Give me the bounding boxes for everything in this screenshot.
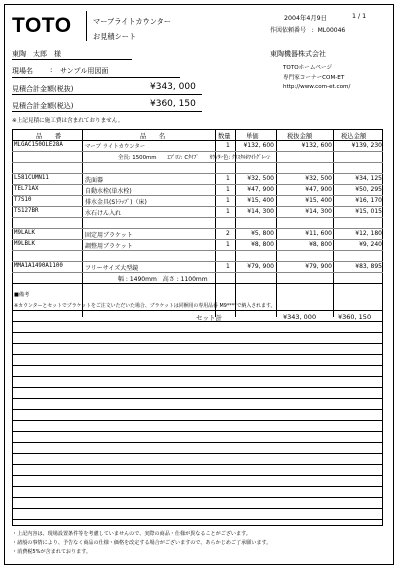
footer-notes	[12, 530, 271, 557]
row-rule	[12, 206, 383, 207]
item-spec: 全長: 1500mm ｴﾌﾟﾛﾝ: Cﾀｲﾌﾟ ｶｳﾝﾀｰ色: ｸﾘｽﾀﾙﾎﾜｲﾄｸﾞﾚｰﾝ	[118, 155, 270, 161]
blank-row-rule	[12, 376, 383, 377]
site-colon: :	[50, 66, 53, 74]
customer-underline	[12, 59, 132, 60]
item-unit-price: ¥47, 900	[247, 186, 274, 193]
item-name: 固定用ブラケット	[85, 232, 133, 239]
blank-row-rule	[12, 453, 383, 454]
item-qty: 1	[226, 263, 230, 270]
total-incl-tax-value: ¥360, 150	[150, 99, 196, 109]
set-total-label: セット計	[196, 314, 222, 322]
blank-row-rule	[12, 387, 383, 388]
item-amount-incl: ¥15, 015	[355, 208, 382, 215]
col-header-code: 品 番	[36, 133, 62, 140]
blank-row-rule	[12, 475, 383, 476]
row-rule	[12, 173, 383, 174]
blank-row-rule	[12, 464, 383, 465]
website-url[interactable]: http://www.com-et.com/	[283, 84, 351, 90]
item-qty: 1	[226, 186, 230, 193]
item-qty: 2	[226, 230, 230, 237]
blank-row-rule	[12, 519, 383, 520]
customer-name: 東陶 太郎 様	[12, 50, 61, 58]
item-spec: 幅 : 1490mm 高さ : 1100mm	[118, 276, 208, 283]
homepage-label: TOTOホームページ	[283, 65, 333, 71]
professional-corner: 専門家コーナーCOM-ET	[283, 74, 345, 81]
remarks-heading: ■備考	[14, 292, 30, 298]
footer-note: ・諸般の事情により、予告なく商品の仕様・価格を改定する場合がございますので、あらかじめご了承願います。	[12, 540, 272, 546]
blank-row-rule	[12, 486, 383, 487]
item-name: 調整用ブラケット	[85, 243, 133, 250]
item-qty: 1	[226, 241, 230, 248]
row-rule	[12, 228, 383, 229]
item-code: TS127BR	[14, 208, 39, 214]
remarks-text: ※カウンターとセットでブラケットをご注文いただいた場合、ブラケットは同梱用の専用品番 M9****で納入されます。	[14, 303, 276, 309]
item-name: フリーサイズ大型鏡	[85, 265, 139, 272]
item-amount-incl: ¥139, 230	[351, 142, 382, 149]
item-unit-price: ¥14, 300	[247, 208, 274, 215]
blank-row-rule	[12, 398, 383, 399]
sheet-title-line2: お見積シート	[93, 32, 137, 41]
item-qty: 1	[226, 142, 230, 149]
blank-row-rule	[12, 431, 383, 432]
total-incl-underline	[12, 111, 202, 112]
item-qty: 1	[226, 175, 230, 182]
total-incl-tax-label: 見積合計金額(税込)	[12, 102, 74, 110]
item-amount-excl: ¥15, 400	[305, 197, 332, 204]
blank-row-rule	[12, 409, 383, 410]
item-code: M9LBLK	[14, 241, 35, 247]
row-rule	[12, 162, 383, 163]
blank-row-rule	[12, 508, 383, 509]
item-name: 洗面器	[85, 177, 104, 184]
remarks-rule	[12, 283, 383, 284]
row-rule	[12, 217, 383, 218]
row-rule	[12, 250, 383, 251]
item-amount-excl: ¥79, 900	[305, 263, 332, 270]
item-name: マーブ ライトカウンター	[85, 144, 146, 150]
row-rule	[12, 184, 383, 185]
item-code: TEL71AX	[14, 186, 39, 192]
row-rule	[12, 239, 383, 240]
set-total-excl: ¥343, 000	[283, 313, 317, 321]
col-header-incl: 税込金額	[341, 133, 367, 140]
site-value: サンプル用図面	[60, 67, 109, 75]
toto-logo: TOTO	[12, 14, 72, 37]
item-name: 排水金具(Sﾄﾗｯﾌﾟ)（床)	[85, 199, 147, 206]
item-qty: 1	[226, 197, 230, 204]
item-unit-price: ¥8, 800	[251, 241, 274, 248]
item-amount-incl: ¥16, 170	[355, 197, 382, 204]
logo-divider	[86, 11, 87, 41]
blank-row-rule	[12, 365, 383, 366]
item-name: 自動水栓(単水栓)	[85, 188, 132, 195]
page-number: 1 / 1	[352, 13, 367, 20]
table-header-rule	[12, 140, 383, 141]
blank-row-rule	[12, 343, 383, 344]
item-unit-price: ¥5, 800	[251, 230, 274, 237]
total-excl-underline	[12, 94, 202, 95]
item-amount-incl: ¥9, 240	[359, 241, 382, 248]
site-label: 現場名	[12, 67, 33, 75]
item-unit-price: ¥132, 600	[243, 142, 274, 149]
item-qty: 1	[226, 208, 230, 215]
row-rule	[12, 272, 383, 273]
item-unit-price: ¥79, 900	[247, 263, 274, 270]
issuer-company: 東陶機器株式会社	[270, 50, 326, 58]
sheet-title	[93, 14, 171, 44]
construction-cost-note: ※上記見積に施工費は含まれておりません。	[12, 118, 124, 124]
sheet-title-line1: マーブライトカウンター	[93, 17, 171, 26]
request-colon: :	[311, 27, 314, 34]
item-code: L581CUMN11	[14, 175, 49, 181]
issuer-contact	[283, 64, 350, 93]
blank-row-rule	[12, 420, 383, 421]
col-sep	[276, 129, 277, 317]
col-header-unit: 単価	[246, 133, 259, 140]
item-amount-incl: ¥50, 295	[355, 186, 382, 193]
request-label: 作図依頼番号	[270, 27, 307, 34]
item-amount-excl: ¥14, 300	[305, 208, 332, 215]
blank-row-rule	[12, 442, 383, 443]
blank-row-rule	[12, 332, 383, 333]
item-amount-incl: ¥83, 895	[355, 263, 382, 270]
col-header-name: 品 名	[140, 133, 166, 140]
set-total-incl: ¥360, 150	[338, 313, 372, 321]
set-total-rule	[12, 310, 383, 311]
col-sep	[82, 129, 83, 317]
item-code: T7S10	[14, 197, 32, 203]
col-sep	[333, 129, 334, 317]
row-rule	[12, 261, 383, 262]
site-underline	[12, 77, 180, 78]
item-unit-price: ¥15, 400	[247, 197, 274, 204]
item-name: 水石けん入れ	[85, 210, 122, 217]
request-number	[270, 25, 345, 34]
total-excl-tax-value: ¥343, 000	[150, 82, 196, 92]
item-code: M9LALK	[14, 230, 35, 236]
item-amount-excl: ¥32, 500	[305, 175, 332, 182]
col-header-excl: 税抜金額	[287, 133, 313, 140]
blank-row-rule	[12, 354, 383, 355]
row-rule	[12, 195, 383, 196]
blank-row-rule	[12, 497, 383, 498]
item-unit-price: ¥32, 500	[247, 175, 274, 182]
footer-note: ・消費税5%が含まれております。	[12, 549, 91, 555]
item-code: MLGAC150OLE28A	[14, 142, 63, 148]
footer-note: ・上記内容は、現場設置条件等を考慮していませんので、実際の商品・仕様が異なることがございます。	[12, 531, 251, 537]
request-value: ML00046	[317, 27, 346, 34]
row-rule	[12, 151, 383, 152]
item-amount-excl: ¥132, 600	[301, 142, 332, 149]
item-amount-excl: ¥11, 600	[305, 230, 332, 237]
item-amount-excl: ¥47, 900	[305, 186, 332, 193]
col-header-qty: 数量	[218, 133, 231, 140]
item-amount-excl: ¥8, 800	[309, 241, 332, 248]
total-excl-tax-label: 見積合計金額(税抜)	[12, 85, 74, 93]
item-code: MMA1A1490A1100	[14, 263, 63, 269]
item-amount-incl: ¥34, 125	[355, 175, 382, 182]
item-amount-incl: ¥12, 180	[355, 230, 382, 237]
issue-date: 2004年4月9日	[284, 15, 327, 22]
